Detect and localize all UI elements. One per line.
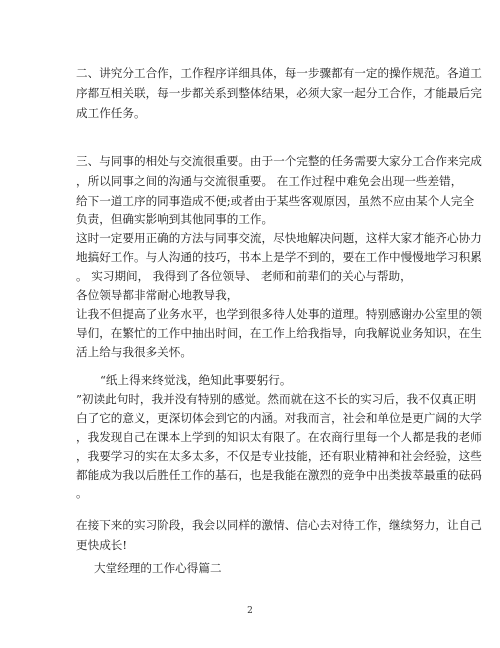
paragraph-2-line-2: 序都互相关联，每一步都关系到整体结果，必须大家一起分工合作，才能最后完 xyxy=(76,86,482,100)
quote-line: “纸上得来终觉浅，绝知此事要躬行。 xyxy=(100,373,292,387)
paragraph-3-line-2: ，所以同事之间的沟通与交流很重要。 在工作过程中难免会出现一些差错， xyxy=(76,174,463,188)
paragraph-3-line-4: 负责，但确实影响到其他同事的工作。 xyxy=(76,212,274,226)
paragraph-4-line-3: ，我发现自己在课本上学到的知识太有限了。在农商行里每一个人都是我的老师 xyxy=(76,430,482,444)
paragraph-3-line-3: 给下一道工序的同事造成不便;或者由于某些客观原因，虽然不应由某个人完全 xyxy=(76,194,475,208)
paragraph-2-line-1: 二、讲究分工合作，工作程序详细具体，每一步骤都有一定的操作规范。各道工 xyxy=(76,66,482,80)
paragraph-4-line-6: 。 xyxy=(76,486,88,500)
paragraph-4-line-2: 白了它的意义，更深切体会到它的内涵。对我而言，社会和单位是更广阔的大学 xyxy=(76,411,482,425)
paragraph-3-line-1: 三、与同事的相处与交流很重要。由于一个完整的任务需要大家分工合作来完成 xyxy=(76,154,482,168)
paragraph-3-line-11: 活上给与我很多关怀。 xyxy=(76,345,192,359)
section-heading: 大堂经理的工作心得篇二 xyxy=(94,561,222,575)
paragraph-3-line-6: 地搞好工作。与人沟通的技巧，书本上是学不到的，要在工作中慢慢地学习积累 xyxy=(76,250,482,264)
paragraph-3-line-9: 让我不但提高了业务水平，也学到很多待人处事的道理。特别感谢办公室里的领 xyxy=(76,307,482,321)
paragraph-3-line-8: 各位领导都非常耐心地教导我， xyxy=(76,288,239,302)
paragraph-3-line-10: 导们，在繁忙的工作中抽出时间，在工作上给我指导，向我解说业务知识，在生 xyxy=(76,326,482,340)
paragraph-3-line-5: 这时一定要用正确的方法与同事交流，尽快地解决问题，这样大家才能齐心协力 xyxy=(76,231,482,245)
paragraph-2-line-3: 成工作任务。 xyxy=(76,106,146,120)
paragraph-4-line-1: ”初读此句时，我并没有特别的感觉。然而就在这不长的实习后，我不仅真正明 xyxy=(76,392,477,406)
paragraph-5-line-2: 更快成长! xyxy=(76,538,128,552)
paragraph-3-line-7: 。 实习期间， 我得到了各位领导、 老师和前辈们的关心与帮助， xyxy=(76,269,412,283)
paragraph-4-line-4: ，我要学习的实在太多太多，不仅是专业技能，还有职业精神和社会经验，这些 xyxy=(76,449,482,463)
paragraph-5-line-1: 在接下来的实习阶段，我会以同样的激情、信心去对待工作，继续努力，让自己 xyxy=(76,518,482,532)
page-number: 2 xyxy=(247,606,253,616)
paragraph-4-line-5: 都能成为我以后胜任工作的基石，也是我能在激烈的竞争中出类拔萃最重的砝码 xyxy=(76,468,482,482)
